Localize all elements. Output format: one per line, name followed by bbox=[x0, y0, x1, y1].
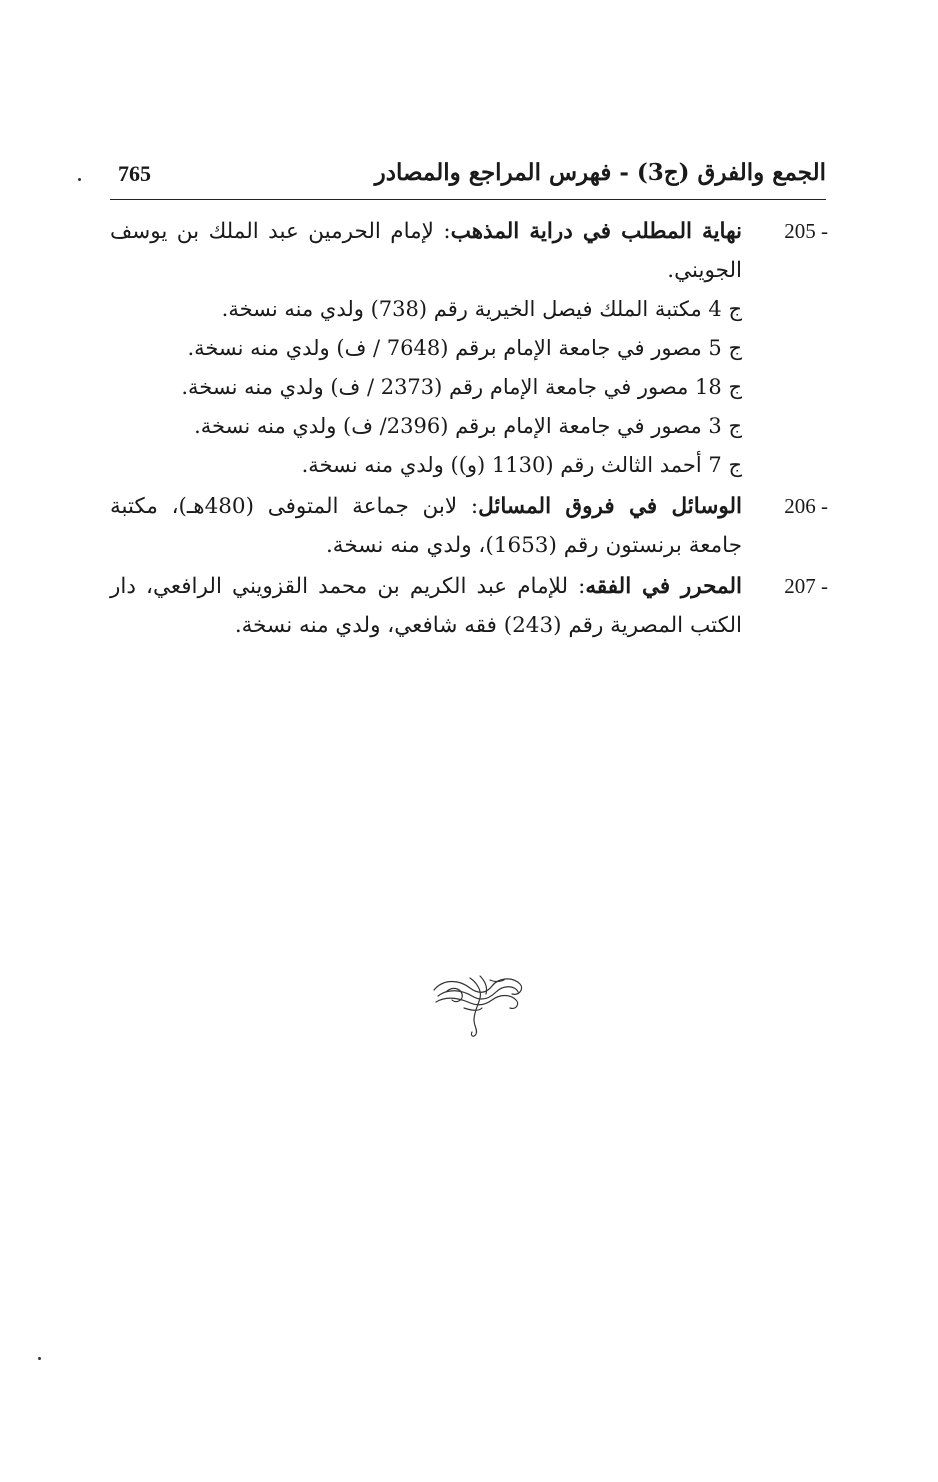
entry-number: 207 - bbox=[784, 574, 828, 598]
running-header bbox=[110, 155, 826, 195]
page-number: 765 bbox=[118, 161, 151, 186]
entry-text bbox=[110, 567, 742, 645]
volume-line: ج 4 مكتبة الملك فيصل الخيرية رقم (738) ولدي منه نسخة. bbox=[221, 297, 742, 321]
reference-entry bbox=[110, 487, 828, 565]
entry-title: نهاية المطلب في دراية المذهب bbox=[450, 219, 743, 244]
entry-text bbox=[110, 487, 742, 565]
header-title: الجمع والفرق (ج3) - فهرس المراجع والمصادر bbox=[374, 159, 826, 186]
volume-line: ج 7 أحمد الثالث رقم (1130 (و)) ولدي منه نسخة. bbox=[301, 453, 742, 477]
entry-description: : للإمام عبد الكريم بن محمد القزويني الرافعي، دار الكتب المصرية رقم (243) فقه شافعي، ولدي منه نسخة. bbox=[110, 574, 742, 638]
decorative-flourish-icon bbox=[430, 968, 526, 1040]
entry-number: 205 - bbox=[784, 219, 828, 243]
volume-line: ج 18 مصور في جامعة الإمام رقم (2373 / ف) ولدي منه نسخة. bbox=[181, 375, 742, 399]
entry-text bbox=[110, 212, 742, 290]
entry-description: : لابن جماعة المتوفى (480هـ)، مكتبة جامعة برنستون رقم (1653)، ولدي منه نسخة. bbox=[110, 494, 742, 558]
header-rule bbox=[110, 199, 826, 200]
volume-list bbox=[110, 290, 742, 485]
volume-line: ج 5 مصور في جامعة الإمام برقم (7648 / ف) ولدي منه نسخة. bbox=[187, 336, 742, 360]
reference-entry bbox=[110, 567, 828, 645]
reference-list bbox=[110, 212, 828, 647]
volume-line: ج 3 مصور في جامعة الإمام برقم (2396/ ف) ولدي منه نسخة. bbox=[194, 414, 742, 438]
entry-number: 206 - bbox=[784, 494, 828, 518]
entry-title: الوسائل في فروق المسائل bbox=[478, 494, 742, 519]
scan-speck bbox=[78, 178, 81, 181]
scan-speck bbox=[38, 1357, 41, 1360]
entry-title: المحرر في الفقه bbox=[585, 574, 742, 599]
reference-entry bbox=[110, 212, 828, 485]
entry-description: : لإمام الحرمين عبد الملك بن يوسف الجويني. bbox=[110, 219, 742, 283]
